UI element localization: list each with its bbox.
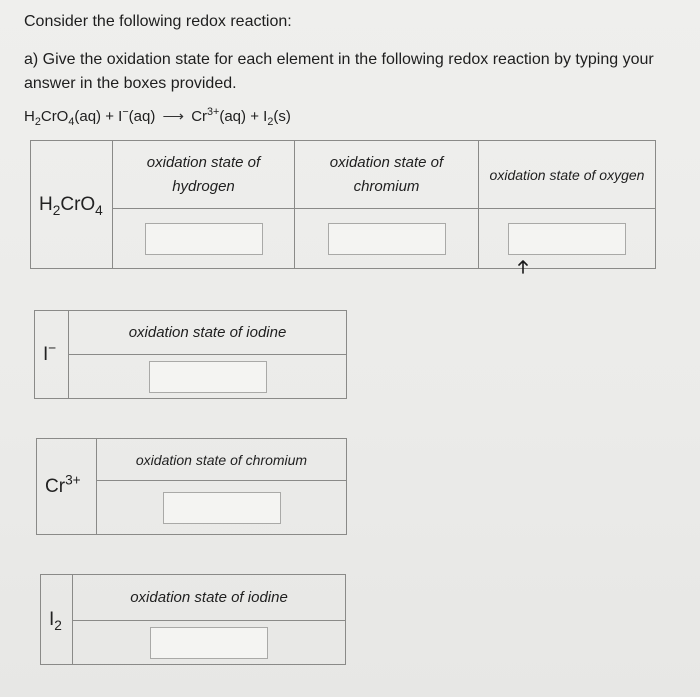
plus-sign: + bbox=[105, 108, 114, 125]
answer-cell-oxygen bbox=[479, 209, 656, 269]
header-oxygen: oxidation state of oxygen bbox=[479, 141, 656, 209]
plus-sign: + bbox=[250, 108, 259, 125]
iodine-oxidation-input[interactable] bbox=[150, 627, 268, 659]
header-chromium-ion: oxidation state of chromium bbox=[97, 439, 347, 481]
species-h2cro4: $H_2CrO_4$ bbox=[31, 141, 113, 269]
chromium-ion-oxidation-input[interactable] bbox=[163, 492, 281, 524]
header-hydrogen: oxidation state of hydrogen bbox=[113, 141, 295, 209]
reactant-2: I−(aq) bbox=[118, 106, 156, 125]
header-iodine-element: oxidation state of iodine bbox=[73, 575, 346, 621]
answer-cell-chromium-ion bbox=[97, 481, 347, 535]
intro-text: Consider the following redox reaction: bbox=[24, 13, 292, 30]
chromium-oxidation-input[interactable] bbox=[328, 223, 446, 255]
answer-cell-iodide bbox=[69, 355, 347, 399]
product-2: $I_2(s)$ bbox=[263, 108, 291, 128]
species-chromium-ion: $Cr^{3+}$ bbox=[37, 439, 97, 535]
header-iodine: oxidation state of iodine bbox=[69, 311, 347, 355]
answer-cell-hydrogen bbox=[113, 209, 295, 269]
species-iodine: $I_2$ bbox=[41, 575, 73, 665]
answer-cell-iodine bbox=[73, 621, 346, 665]
product-1: $Cr^{3+}(aq)$ bbox=[191, 106, 247, 125]
iodine-table bbox=[40, 574, 346, 665]
iodide-oxidation-input[interactable] bbox=[149, 361, 267, 393]
iodide-table bbox=[34, 310, 347, 399]
reaction-arrow-icon: ⟶ bbox=[162, 108, 185, 125]
question-text: a) Give the oxidation state for each element in the following redox reaction by typing your answer in the boxes provided. bbox=[24, 51, 654, 92]
hydrogen-oxidation-input[interactable] bbox=[145, 223, 263, 255]
answer-cell-chromium bbox=[295, 209, 479, 269]
chromium-ion-table bbox=[36, 438, 347, 535]
reactant-1: $H_2CrO_4(aq)$ bbox=[24, 108, 102, 128]
mouse-cursor-icon bbox=[518, 260, 532, 274]
oxygen-oxidation-input[interactable] bbox=[508, 223, 626, 255]
h2cro4-table bbox=[30, 140, 656, 269]
header-chromium: oxidation state of chromium bbox=[295, 141, 479, 209]
species-iodide: I− bbox=[35, 311, 69, 399]
redox-equation bbox=[24, 106, 291, 128]
